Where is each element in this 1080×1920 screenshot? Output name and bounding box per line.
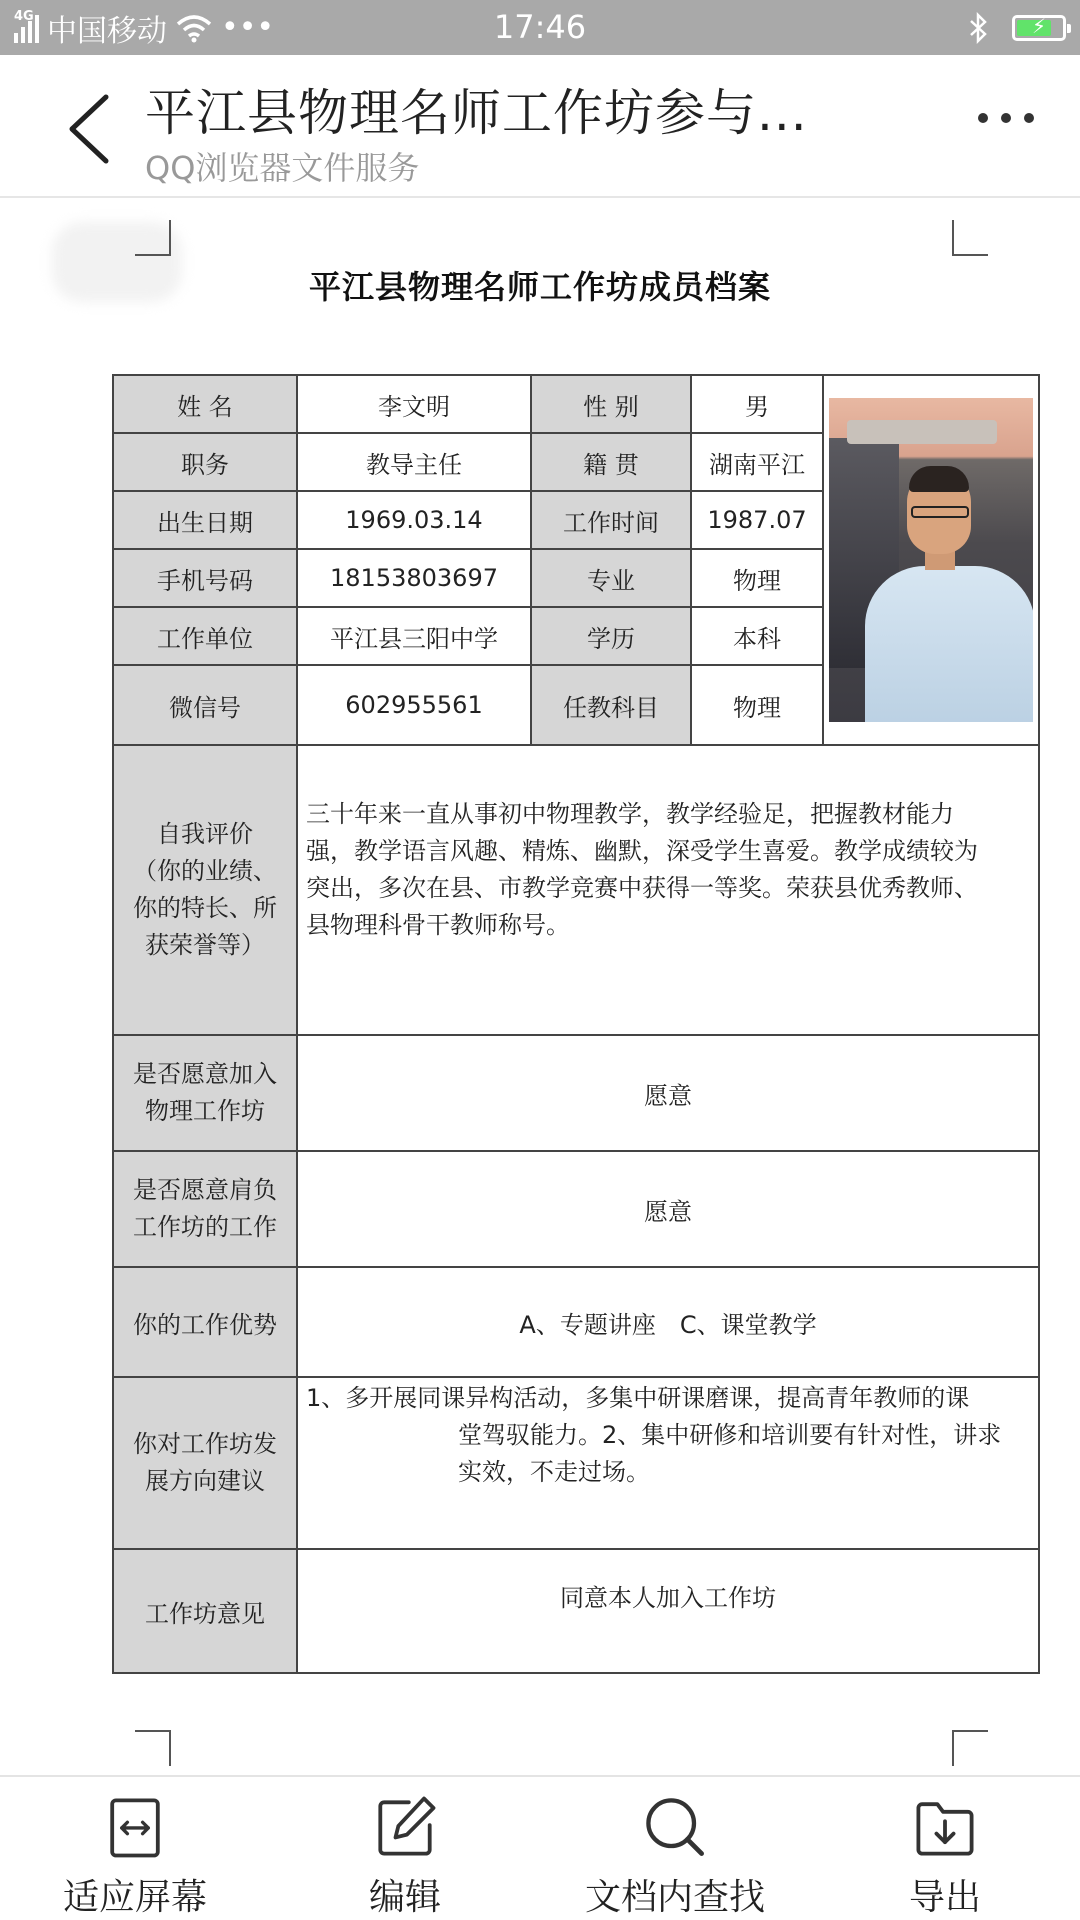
carrier-name: 中国移动 (47, 13, 167, 49)
bottom-toolbar (0, 1775, 1080, 1920)
duty-willing-value: 愿意 (297, 1151, 1039, 1267)
join-willing-label: 是否愿意加入 物理工作坊 (113, 1035, 297, 1151)
photo-cell (823, 375, 1039, 745)
more-options-icon[interactable] (978, 113, 1034, 123)
birth-date-label: 出生日期 (113, 491, 297, 549)
workshop-opinion-value: 同意本人加入工作坊 (297, 1549, 1039, 1673)
degree-value: 本科 (691, 607, 823, 665)
status-bar (0, 0, 1080, 55)
fit-screen-button[interactable] (0, 1777, 270, 1920)
duty-willing-label: 是否愿意肩负 工作坊的工作 (113, 1151, 297, 1267)
crop-mark-bottom-right (952, 1730, 988, 1766)
status-time: 17:46 (493, 8, 587, 46)
find-in-document-label: 文档内查找 (584, 1877, 765, 1918)
wechat-value: 602955561 (297, 665, 531, 745)
employer-value: 平江县三阳中学 (297, 607, 531, 665)
join-willing-value: 愿意 (297, 1035, 1039, 1151)
find-in-document-button[interactable] (540, 1777, 810, 1920)
member-photo (829, 398, 1033, 722)
crop-mark-top-left (135, 220, 171, 256)
work-start-value: 1987.07 (691, 491, 823, 549)
self-evaluation-value: 三十年来一直从事初中物理教学，教学经验足，把握教材能力 强，教学语言风趣、精炼、幽默，深受学生喜爱。教学成绩较为 突出，多次在县、市教学竞赛中获得一等奖。荣获县优秀教师、 县物理科骨干教师称号。 (297, 745, 1039, 1035)
major-label: 专业 (531, 549, 691, 607)
document-title: 平江县物理名师工作坊参与... (145, 84, 808, 142)
bluetooth-icon (968, 12, 990, 44)
suggestion-value: 1、多开展同课异构活动，多集中研课磨课，提高青年教师的课 堂驾驭能力。2、集中研修和培训要有针对性，讲求 实效，不走过场。 (297, 1377, 1039, 1549)
charging-bolt-icon: ⚡ (1031, 13, 1047, 38)
fit-screen-label: 适应屏幕 (62, 1877, 207, 1918)
origin-value: 湖南平江 (691, 433, 823, 491)
gender-label: 性 别 (531, 375, 691, 433)
document-heading: 平江县物理名师工作坊成员档案 (308, 268, 771, 306)
edit-button[interactable] (270, 1777, 540, 1920)
degree-label: 学历 (531, 607, 691, 665)
birth-date-value: 1969.03.14 (297, 491, 531, 549)
export-label: 导出 (908, 1877, 981, 1918)
document-page[interactable] (0, 200, 1080, 1775)
gender-value: 男 (691, 375, 823, 433)
status-right (968, 0, 1066, 55)
crop-mark-top-right (952, 220, 988, 256)
title-bar (0, 55, 1080, 198)
work-start-label: 工作时间 (531, 491, 691, 549)
subject-label: 任教科目 (531, 665, 691, 745)
export-button[interactable] (810, 1777, 1080, 1920)
phone-label: 手机号码 (113, 549, 297, 607)
phone-value: 18153803697 (297, 549, 531, 607)
employer-label: 工作单位 (113, 607, 297, 665)
workshop-opinion-label: 工作坊意见 (113, 1549, 297, 1673)
export-folder-icon (905, 1789, 985, 1865)
wechat-label: 微信号 (113, 665, 297, 745)
origin-label: 籍 贯 (531, 433, 691, 491)
subject-value: 物理 (691, 665, 823, 745)
back-arrow-icon[interactable] (62, 89, 122, 169)
network-type: 4G (14, 8, 34, 24)
crop-mark-bottom-left (135, 1730, 171, 1766)
work-strength-value: A、专题讲座 C、课堂教学 (297, 1267, 1039, 1377)
work-strength-label: 你的工作优势 (113, 1267, 297, 1377)
suggestion-label: 你对工作坊发 展方向建议 (113, 1377, 297, 1549)
battery-icon (1012, 15, 1066, 41)
major-value: 物理 (691, 549, 823, 607)
name-value: 李文明 (297, 375, 531, 433)
status-extra-dots: ••• (221, 10, 275, 45)
document-source: QQ浏览器文件服务 (145, 149, 420, 187)
position-value: 教导主任 (297, 433, 531, 491)
self-evaluation-label: 自我评价 （你的业绩、 你的特长、所 获荣誉等） (113, 745, 297, 1035)
search-icon (635, 1789, 715, 1865)
member-profile-table (112, 374, 1040, 1674)
edit-icon (365, 1789, 445, 1865)
edit-label: 编辑 (368, 1877, 441, 1918)
position-label: 职务 (113, 433, 297, 491)
name-label: 姓 名 (113, 375, 297, 433)
fit-screen-icon (95, 1789, 175, 1865)
